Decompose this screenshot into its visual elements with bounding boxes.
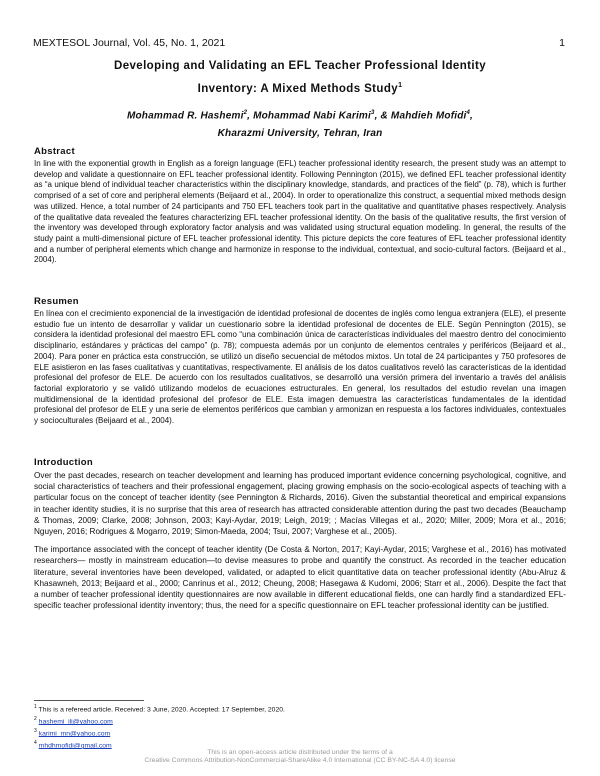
license-notice bbox=[0, 749, 600, 765]
author-mark: 2 bbox=[243, 110, 248, 116]
author-mark: 3 bbox=[371, 110, 375, 116]
article-title bbox=[40, 57, 560, 99]
resumen-text: En línea con el crecimiento exponencial de la investigación de identidad profesional de docentes de inglés como lengua extranjera (ELE), el presente estudio fue un intento de desarrollar y validar un cuestionario sobre la identidad profesional de docentes de ELE. Según Pennington (2015), se considera la identidad profesional del maestro EFL como “una combinación única de características individuales del maestro dentro del conocimiento disciplinario, estándares y prácticas del campo” (p. 78); compuesta además por un conjunto de elementos centrales y periféricos (Beijaard et al., 2004). Para poner en práctica esta construcción, se utilizó un diseño secuencial de métodos mixtos. Un total de 24 participantes y 750 profesores de ELE asistieron en las fases cualitativas y cuantitativas, respectivamente. El análisis de los datos cualitativos reveló las características de la identidad profesional del profesor de ELE. De acuerdo con los resultados cualitativos, se desarrolló una versión primera del inventario a través del análisis factorial exploratorio y se validó utilizando modelos de ecuaciones estructurales. En general, los resultados del estudio revelan una imagen multidimensional de la identidad profesional del profesor de ELE. Esta imagen demuestra las características fundamentales de la identidad profesional del profesor de ELE y una serie de elementos periféricos que cambian y armonizan en respuesta a los factores individuales, contextuales y socioculturales (Beijaard et al., 2004). bbox=[34, 309, 566, 426]
footnote-item: $^2$ hashemi_ili@yahoo.com bbox=[34, 715, 113, 726]
email-link[interactable]: karimi_mn@yahoo.com bbox=[38, 730, 111, 738]
author-name: Mohammad R. Hashemi bbox=[126, 110, 244, 122]
abstract-section bbox=[34, 146, 566, 266]
introduction-paragraph-2: The importance associated with the concept of teacher identity (De Costa & Norton, 2017; Kayi-Aydar, 2015; Varghese et al., 2016) has motivated researchers— mostly in mainstream education—to devise measures to probe and quantify the construct. As recorded in the teacher education literature, several inventories have been developed, validated, or adapted to elicit quantitative data on teacher professional identity (Abu-Alruz & Khasawneh, 2013; Beijaard et al., 2000; Canrinus et al., 2012; Cheung, 2008; Hasegawa & Kudomi, 2006; Starr et al., 2006). Despite the fact that a number of teacher professional identity questionnaires are now available in different educational fields, one can hardly find a standardized EFL-specific teacher professional identity inventory; thus, the need for a specific questionnaire on EFL teacher professional identity can be justified. bbox=[34, 545, 566, 611]
footnote-item: $^4$ mhdhmofidi@gmail.com bbox=[34, 739, 112, 750]
journal-citation: MEXTESOL Journal, Vol. 45, No. 1, 2021 bbox=[33, 37, 226, 49]
introduction-paragraph-1: Over the past decades, research on teacher development and learning has produced important evidence concerning psychological, cognitive, and social characteristics of teachers and their professional engagement, placing growing emphasis on the socio-ecological aspects of teaching with a particular focus on the concept of teacher identity (see Pennington & Richards, 2016). Given the substantial theoretical and empirical expansions in teacher identity studies, it is no surprise that this area of research has attracted considerable attention during the past two decades (Beauchamp & Thomas, 2009; Clarke, 2008; Johnson, 2003; Kayi-Aydar, 2019; Leigh, 2019; ; Macías Villegas et al., 2020; Miller, 2009; Mora et al., 2016; Nguyen, 2016; Rodrigues & Mogarro, 2019; Simon-Maeda, 2004; Tsui, 2007; Varghese et al., 2005). bbox=[34, 471, 566, 537]
title-footnote-mark: 1 bbox=[398, 82, 403, 89]
footnote-divider bbox=[34, 700, 144, 701]
author-name: Mohammad Nabi Karimi bbox=[253, 110, 372, 122]
author-list: Mohammad R. Hashemi$^2$, Mohammad Nabi Karimi$^3$, & Mahdieh Mofidi$^4$, bbox=[126, 110, 474, 122]
author-mark: 4 bbox=[466, 110, 471, 116]
abstract-text: In line with the exponential growth in English as a foreign language (EFL) teacher professional identity research, the present study was an attempt to develop and validate a questionnaire on EFL teacher professional identity. Following Pennington (2015), we defined EFL teacher professional identity as “a unique blend of individual teacher characteristics within the disciplinary knowledge, standards, and practices of the field” (p. 78), which is further comprised of a set of core and peripheral elements (Beijaard et al., 2004). In order to operationalize this construct, a sequential mixed methods design was utilized. Hence, a total number of 24 participants and 750 EFL teachers took part in the qualitative and quantitative phases respectively. Analysis of the qualitative data revealed the features characterizing EFL teacher professional identity. On the basis of the qualitative results, the first version of the inventory was developed through exploratory factor analysis and was validated using structural equation modeling. In general, the results of the study paint a multi-dimensional picture of EFL teacher professional identity. This picture depicts the core features of EFL teacher professional identity and a number of peripheral elements which change and harmonize in response to the individual, contextual, and socio-cultural factors. (Beijaard et al., 2004). bbox=[34, 159, 566, 265]
author-block bbox=[40, 104, 560, 143]
license-line-2[interactable]: Creative Commons Attribution-NonCommercial-ShareAlike 4.0 International (CC BY-NC-SA 4.0) license bbox=[144, 757, 456, 765]
footnote-item: $^1$ This is a refereed article. Received: 3 June, 2020. Accepted: 17 September, 2020. bbox=[34, 704, 285, 714]
footnotes bbox=[34, 703, 285, 751]
introduction-heading: Introduction bbox=[34, 457, 94, 468]
introduction-section bbox=[34, 457, 566, 611]
email-link[interactable]: mhdhmofidi@gmail.com bbox=[38, 742, 112, 750]
running-header bbox=[33, 37, 565, 51]
title-line-2: Inventory: A Mixed Methods Study$^1$ bbox=[197, 82, 403, 95]
page-number: 1 bbox=[559, 37, 565, 49]
email-link[interactable]: hashemi_ili@yahoo.com bbox=[38, 718, 113, 726]
author-name: Mahdieh Mofidi bbox=[390, 110, 467, 122]
affiliation: Kharazmi University, Tehran, Iran bbox=[217, 128, 383, 140]
title-line-1: Developing and Validating an EFL Teacher Professional Identity bbox=[113, 60, 486, 72]
footnote-item: $^3$ karimi_mn@yahoo.com bbox=[34, 727, 111, 738]
abstract-heading: Abstract bbox=[34, 146, 75, 157]
license-line-1: This is an open-access article distributed under the terms of a bbox=[207, 749, 393, 756]
resumen-heading: Resumen bbox=[34, 296, 79, 307]
resumen-section bbox=[34, 296, 566, 427]
